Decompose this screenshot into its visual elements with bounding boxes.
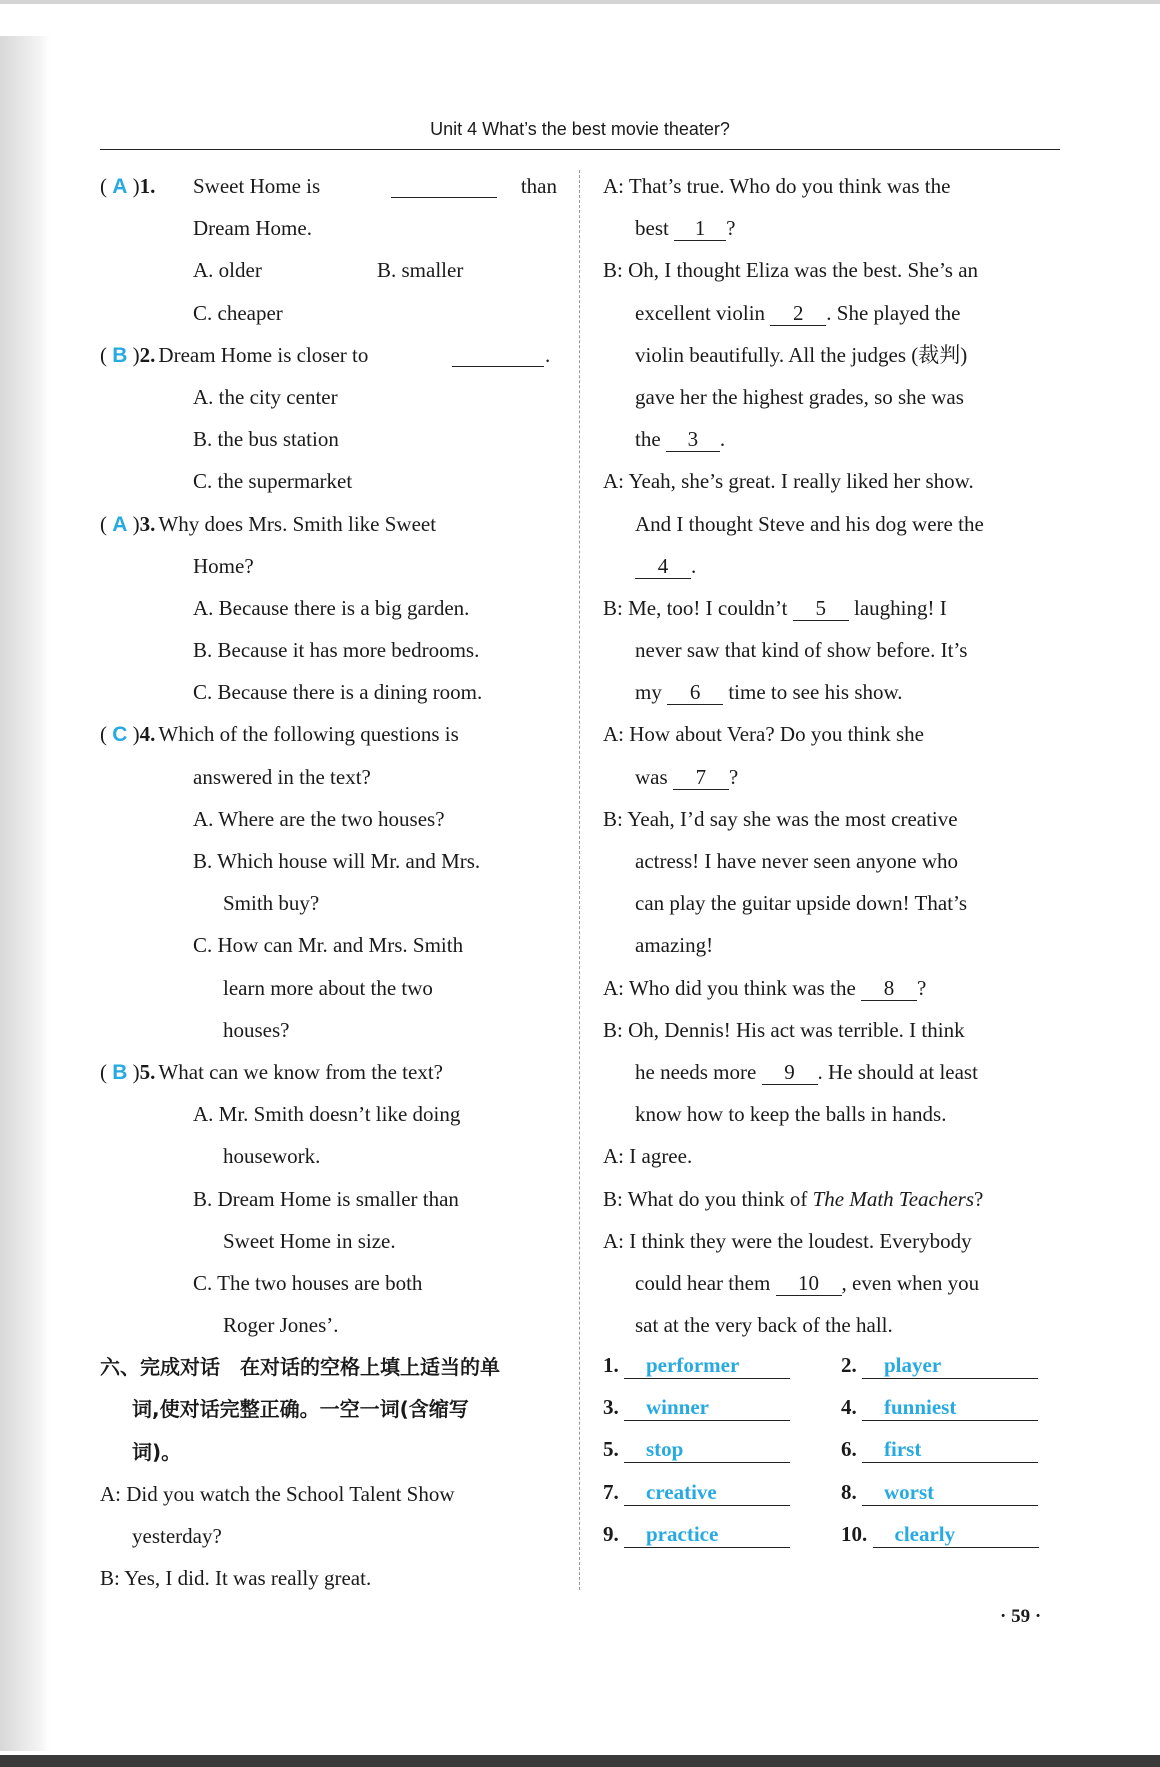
filled-answer: practice xyxy=(624,1521,790,1548)
running-header: Unit 4 What’s the best movie theater? xyxy=(430,119,730,139)
question-5: ( B )5. What can we know from the text? xyxy=(100,1059,443,1084)
answer-mark-1: A xyxy=(112,175,128,198)
numbered-blank: 9 xyxy=(762,1060,818,1085)
top-edge xyxy=(0,0,1160,4)
filled-answer: first xyxy=(862,1436,1038,1463)
numbered-blank: 6 xyxy=(667,680,723,705)
filled-answer: worst xyxy=(862,1479,1038,1506)
filled-answer: winner xyxy=(624,1394,790,1421)
question-3: ( A )3. Why does Mrs. Smith like Sweet xyxy=(100,511,437,536)
filled-answer: clearly xyxy=(873,1521,1039,1548)
numbered-blank: 4 xyxy=(635,554,691,579)
bottom-edge xyxy=(0,1755,1160,1767)
answer-mark-3: A xyxy=(112,512,128,536)
header-rule xyxy=(100,149,1060,150)
answer-mark-2: B xyxy=(112,343,128,367)
right-column: A: That’s true. Who do you think was the best 1 ? B: Oh, I thought Eliza was the best. She’s an excellent violin 2 . She played the violin beautifully. All the judges (裁判) gave her the highest grades, so she was the 3 . A: Yeah, she’s great. I really liked her show. And I thought Steve and his dog were the 4 . B: Me, too! I couldn’t 5 laughing! I never saw that kind of show before. It’s my 6 time to see his show. A: How about Vera? Do you think she was 7 ? B: Yeah, I’d say she was the most creative actress! I have never seen anyone who can play the guitar upside down! That’s amazing! A: Who did you think was the 8 ? B: Oh, Dennis! His act was terrible. I think he needs more 9 . He should at least know how to keep the balls in hands. A: I agree. B: What do you think of The Math Teachers? A: I think they were the loudest. Everybody could hear them 10 , even when you sat at the very back of the hall. xyxy=(603,174,984,1338)
numbered-blank: 10 xyxy=(776,1271,842,1296)
column-divider xyxy=(579,170,580,1590)
option-row: A. older B. smaller xyxy=(193,258,464,283)
section-heading: 六、完成对话 在对话的空格上填上适当的单 xyxy=(100,1355,500,1380)
numbered-blank: 7 xyxy=(673,765,729,790)
question-4: ( C )4. Which of the following questions is xyxy=(100,722,459,747)
question-2: ( B )2. Dream Home is closer to . xyxy=(100,342,551,367)
left-column: ( A )1. Sweet Home is than Dream Home. A. older B. smaller C. cheaper ( B )2. Dream Home is closer to . A. the city center B. the bus station C. the supermarket ( A )3. Why does Mrs. Smith like Sweet Home? A. Because there is a big garden. B. Because it has more bedrooms. C. Because there is a dining room. ( C )4. Which of the following questions is answered in the text? A. Where are the two houses? B. Which house will Mr. and Mrs. Smith buy? C. How can Mr. and Mrs. Smith learn more about the two houses? ( B )5. What can we know from the text? A. Mr. Smith doesn’t like doing housework. B. Dream Home is smaller than Sweet Home in size. C. The two houses are both Roger Jones’. 六、完成对话 在对话的空格上填上适当的单 词,使对话完整正确。一空一词(含缩写 词)。 A: Did you watch the School Talent Show yesterday? B: Yes, I did. It was really great. xyxy=(100,165,557,1599)
question-1: ( A )1. Sweet Home is than xyxy=(100,174,557,198)
filled-answer: performer xyxy=(624,1352,790,1379)
blank-line xyxy=(452,342,544,367)
filled-answer: funniest xyxy=(862,1394,1038,1421)
numbered-blank: 5 xyxy=(793,596,849,621)
page-number: · 59 · xyxy=(1000,1606,1042,1627)
numbered-blank: 1 xyxy=(674,216,726,241)
filled-answer: stop xyxy=(624,1436,790,1463)
filled-answer: creative xyxy=(624,1479,790,1506)
page-binding-shadow xyxy=(0,36,50,1751)
filled-answer: player xyxy=(862,1352,1038,1379)
answer-mark-5: B xyxy=(112,1060,128,1084)
numbered-blank: 2 xyxy=(770,301,826,326)
blank-line xyxy=(391,173,497,198)
answer-mark-4: C xyxy=(112,723,128,747)
numbered-blank: 3 xyxy=(666,427,720,452)
numbered-blank: 8 xyxy=(861,976,917,1001)
dialog-line: A: Did you watch the School Talent Show xyxy=(100,1481,455,1506)
answer-key: 1. performer 2. player 3. winner 4. funniest 5. stop 6. first 7. creative 8. worst 9. practice 10. clearly xyxy=(603,1344,1060,1555)
